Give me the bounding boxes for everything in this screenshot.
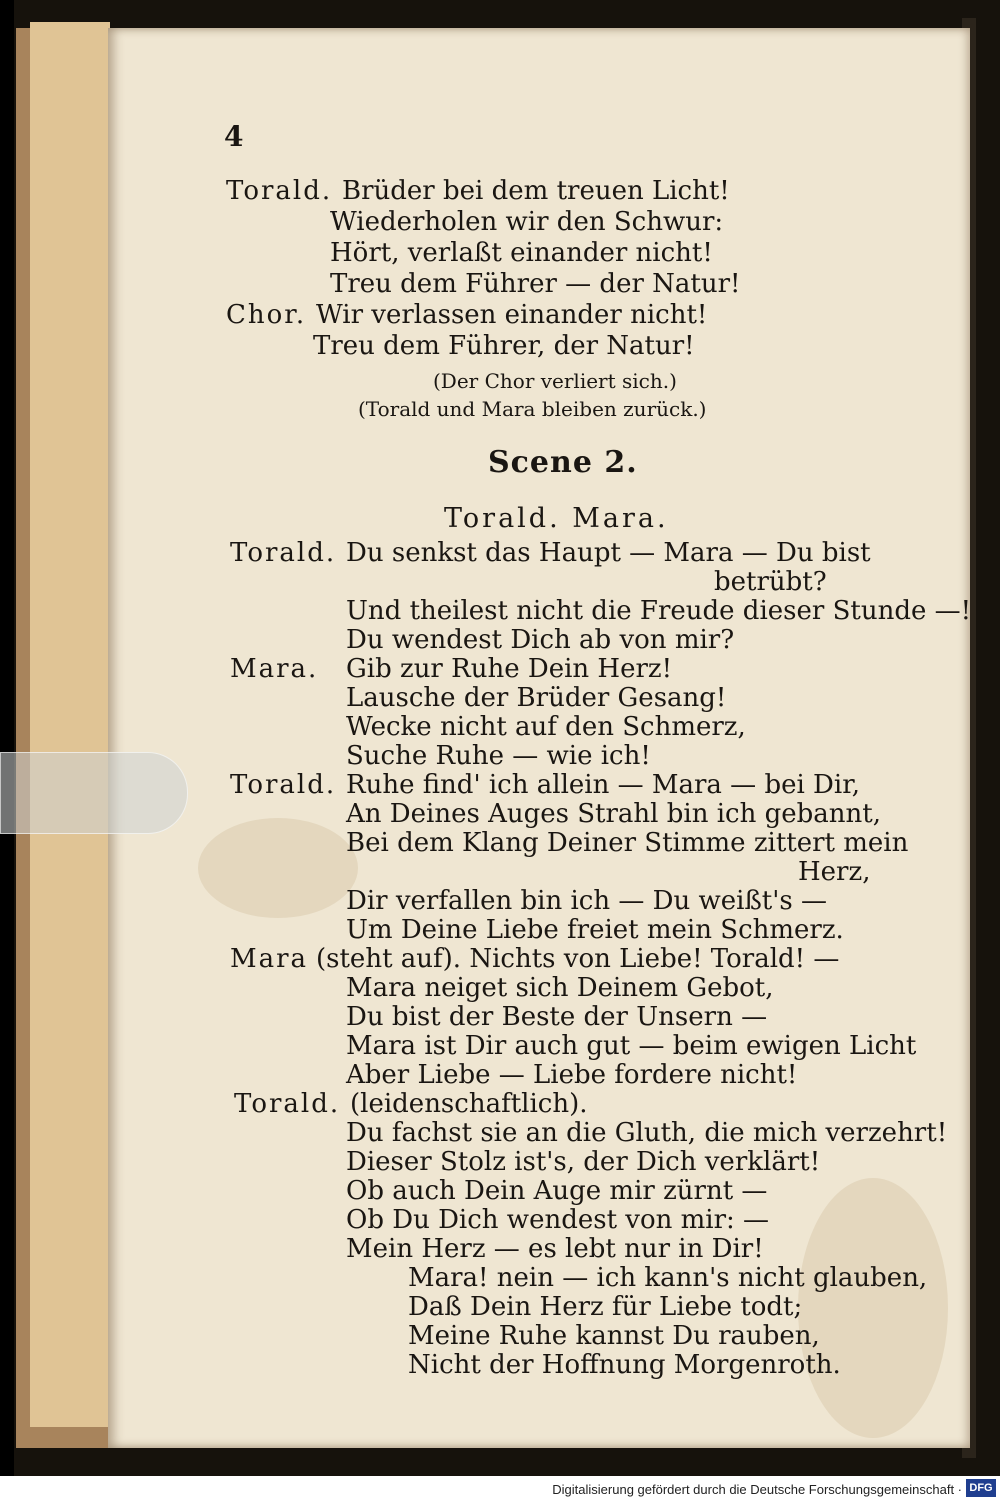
verse-line: Mara ist Dir auch gut — beim ewigen Licht <box>346 1031 917 1061</box>
water-stain <box>198 818 358 918</box>
verse-line: Treu dem Führer — der Natur! <box>330 269 741 299</box>
verse-line: Wiederholen wir den Schwur: <box>330 207 724 237</box>
verse-line: Du wendest Dich ab von mir? <box>346 625 735 655</box>
verse-line: Ob auch Dein Auge mir zürnt — <box>346 1176 768 1206</box>
verse-line: Mara! nein — ich kann's nicht glauben, <box>408 1263 928 1293</box>
stage-direction: (leidenschaftlich). <box>350 1089 588 1119</box>
verse-line-continuation: Herz, <box>798 857 871 887</box>
verse-line: Suche Ruhe — wie ich! <box>346 741 651 771</box>
verse-line: Hört, verlaßt einander nicht! <box>330 238 713 268</box>
verse-line: Du fachst sie an die Gluth, die mich verzehrt! <box>346 1118 948 1148</box>
page-number: 4 <box>224 120 244 153</box>
verse-line: Mara neiget sich Deinem Gebot, <box>346 973 774 1003</box>
water-stain <box>798 1178 948 1438</box>
verse-line: Brüder bei dem treuen Licht! <box>342 176 730 206</box>
page-clip <box>0 752 188 834</box>
verse-line-continuation: betrübt? <box>714 567 827 597</box>
verse-line: Und theilest nicht die Freude dieser Stunde —! <box>346 596 972 626</box>
speaker-label: Mara. <box>230 654 319 684</box>
verse-line: Dieser Stolz ist's, der Dich verklärt! <box>346 1147 821 1177</box>
verse-line: Lausche der Brüder Gesang! <box>346 683 727 713</box>
speaker-label: Chor. <box>226 300 307 330</box>
speaker-label: Torald. <box>230 770 337 800</box>
verse-line: Bei dem Klang Deiner Stimme zittert mein <box>346 828 909 858</box>
speaker-label: Torald. <box>226 176 333 206</box>
stage-direction: (Torald und Mara bleiben zurück.) <box>358 397 707 421</box>
footer-bar <box>0 1476 1000 1505</box>
book-page <box>108 28 970 1448</box>
verse-line: Wecke nicht auf den Schmerz, <box>346 712 746 742</box>
verse-line: Nicht der Hoffnung Morgenroth. <box>408 1350 841 1380</box>
verse-line: Ruhe find' ich allein — Mara — bei Dir, <box>346 770 861 800</box>
verse-line: Du bist der Beste der Unsern — <box>346 1002 768 1032</box>
page-stack-edge <box>30 22 110 1427</box>
dfg-logo: DFG <box>966 1479 996 1497</box>
verse-line: Dir verfallen bin ich — Du weißt's — <box>346 886 828 916</box>
speaker-label: Torald. <box>230 538 337 568</box>
verse-line: An Deines Auges Strahl bin ich gebannt, <box>346 799 881 829</box>
footer-credit: Digitalisierung gefördert durch die Deutsche Forschungsgemeinschaft · <box>552 1482 962 1497</box>
scene-persons: Torald. Mara. <box>444 503 669 534</box>
verse-line: Aber Liebe — Liebe fordere nicht! <box>346 1060 798 1090</box>
speaker-label: Mara <box>230 944 309 974</box>
verse-line: Daß Dein Herz für Liebe todt; <box>408 1292 803 1322</box>
verse-line: (steht auf). Nichts von Liebe! Torald! — <box>316 944 840 974</box>
scene-heading: Scene 2. <box>488 445 638 480</box>
verse-line: Meine Ruhe kannst Du rauben, <box>408 1321 820 1351</box>
verse-line: Du senkst das Haupt — Mara — Du bist <box>346 538 871 568</box>
verse-line: Ob Du Dich wendest von mir: — <box>346 1205 770 1235</box>
verse-line: Gib zur Ruhe Dein Herz! <box>346 654 673 684</box>
speaker-label: Torald. <box>234 1089 341 1119</box>
verse-line: Wir verlassen einander nicht! <box>316 300 708 330</box>
verse-line: Treu dem Führer, der Natur! <box>313 331 695 361</box>
verse-line: Um Deine Liebe freiet mein Schmerz. <box>346 915 844 945</box>
verse-line: Mein Herz — es lebt nur in Dir! <box>346 1234 764 1264</box>
stage-direction: (Der Chor verliert sich.) <box>433 369 677 393</box>
